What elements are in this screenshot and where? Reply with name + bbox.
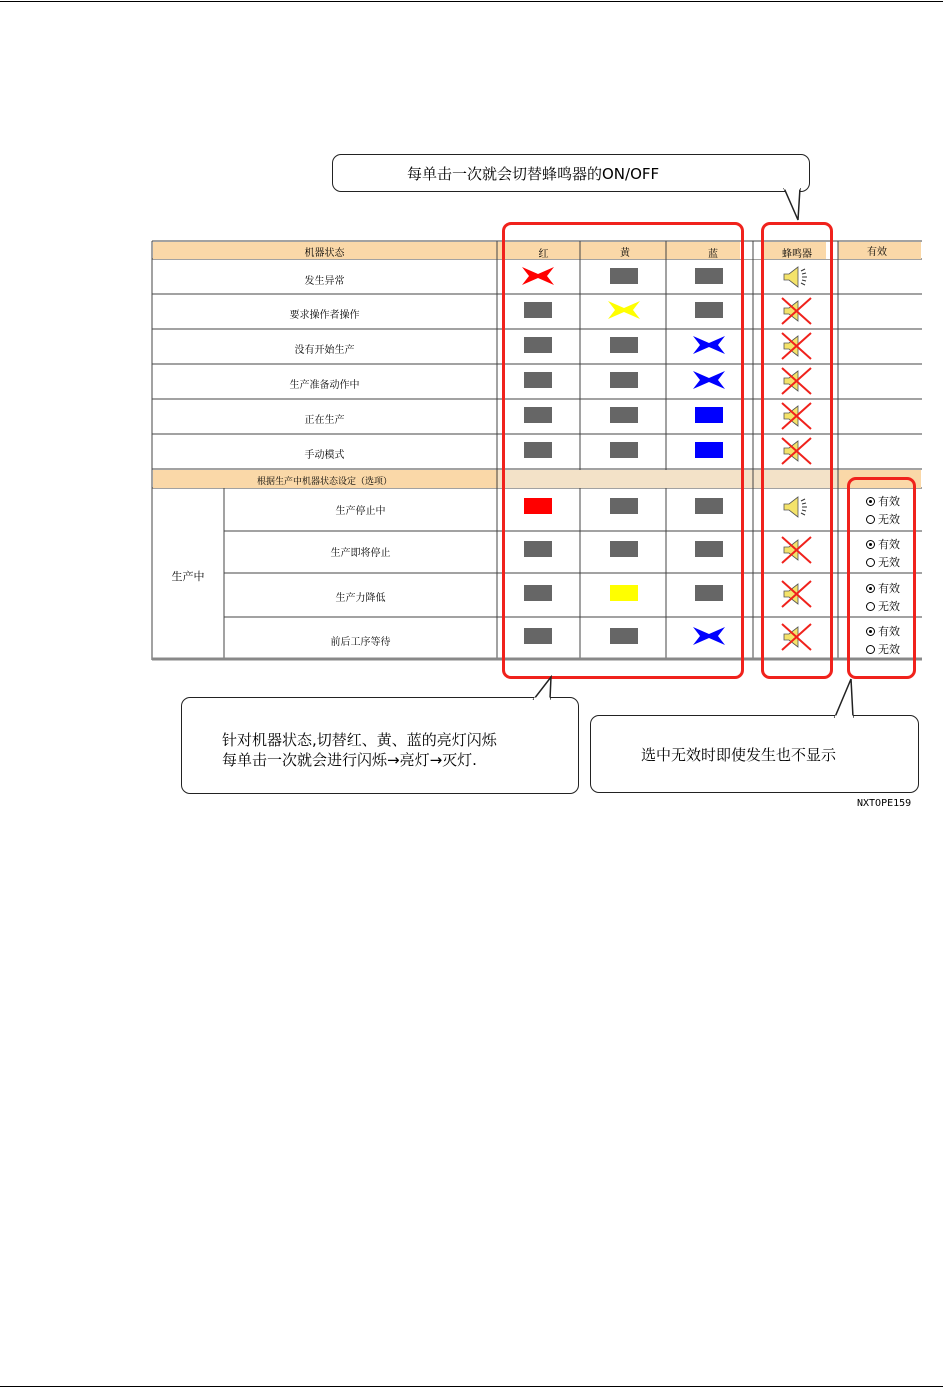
row-label-3: 生产准备动作中 bbox=[289, 380, 360, 391]
option-row-label-1: 生产即将停止 bbox=[330, 548, 391, 559]
valid-column-highlight bbox=[847, 477, 916, 679]
valid-callout-text: 选中无效时即使发生也不显示 bbox=[641, 746, 837, 764]
radio-label: 有效 bbox=[878, 582, 900, 595]
row-label-1: 要求操作者操作 bbox=[289, 310, 360, 321]
header-yellow: 黄 bbox=[620, 248, 630, 259]
option-row-label-0: 生产停止中 bbox=[335, 506, 386, 517]
valid-callout-pointer bbox=[825, 677, 865, 719]
row-label-5: 手动模式 bbox=[304, 450, 345, 461]
lamp-callout-pointer bbox=[520, 675, 560, 700]
row-label-4: 正在生产 bbox=[304, 415, 345, 426]
header-valid: 有效 bbox=[867, 247, 887, 258]
radio-label: 无效 bbox=[878, 600, 900, 613]
row-label-0: 发生异常 bbox=[304, 276, 345, 287]
valid-callout bbox=[590, 715, 919, 793]
header-red: 红 bbox=[538, 249, 549, 260]
option-row-label-3: 前后工序等待 bbox=[330, 637, 391, 648]
figure-id: NXTOPE159 bbox=[857, 798, 912, 809]
radio-label: 有效 bbox=[878, 625, 900, 638]
group-label: 生产中 bbox=[171, 570, 205, 583]
radio-label: 无效 bbox=[878, 513, 900, 526]
lamp-callout-line1: 针对机器状态,切替红、黄、蓝的亮灯闪烁 bbox=[222, 731, 497, 749]
lamp-callout bbox=[181, 697, 579, 794]
buzzer-callout-text: 每单击一次就会切替蜂鸣器的ON/OFF bbox=[407, 165, 660, 183]
header-buzzer: 蜂鸣器 bbox=[782, 249, 812, 260]
section-header: 根据生产中机器状态设定（选项） bbox=[256, 477, 392, 487]
lamp-columns-highlight bbox=[502, 222, 744, 679]
row-label-2: 没有开始生产 bbox=[294, 345, 355, 356]
radio-label: 有效 bbox=[878, 538, 900, 551]
header-state: 机器状态 bbox=[304, 248, 345, 259]
header-blue: 蓝 bbox=[708, 249, 718, 260]
lamp-callout-line2: 每单击一次就会进行闪烁→亮灯→灭灯. bbox=[222, 751, 477, 769]
radio-label: 无效 bbox=[878, 643, 900, 656]
radio-label: 有效 bbox=[878, 495, 900, 508]
buzzer-column-highlight bbox=[761, 222, 833, 679]
radio-label: 无效 bbox=[878, 556, 900, 569]
option-row-label-2: 生产力降低 bbox=[335, 593, 386, 604]
